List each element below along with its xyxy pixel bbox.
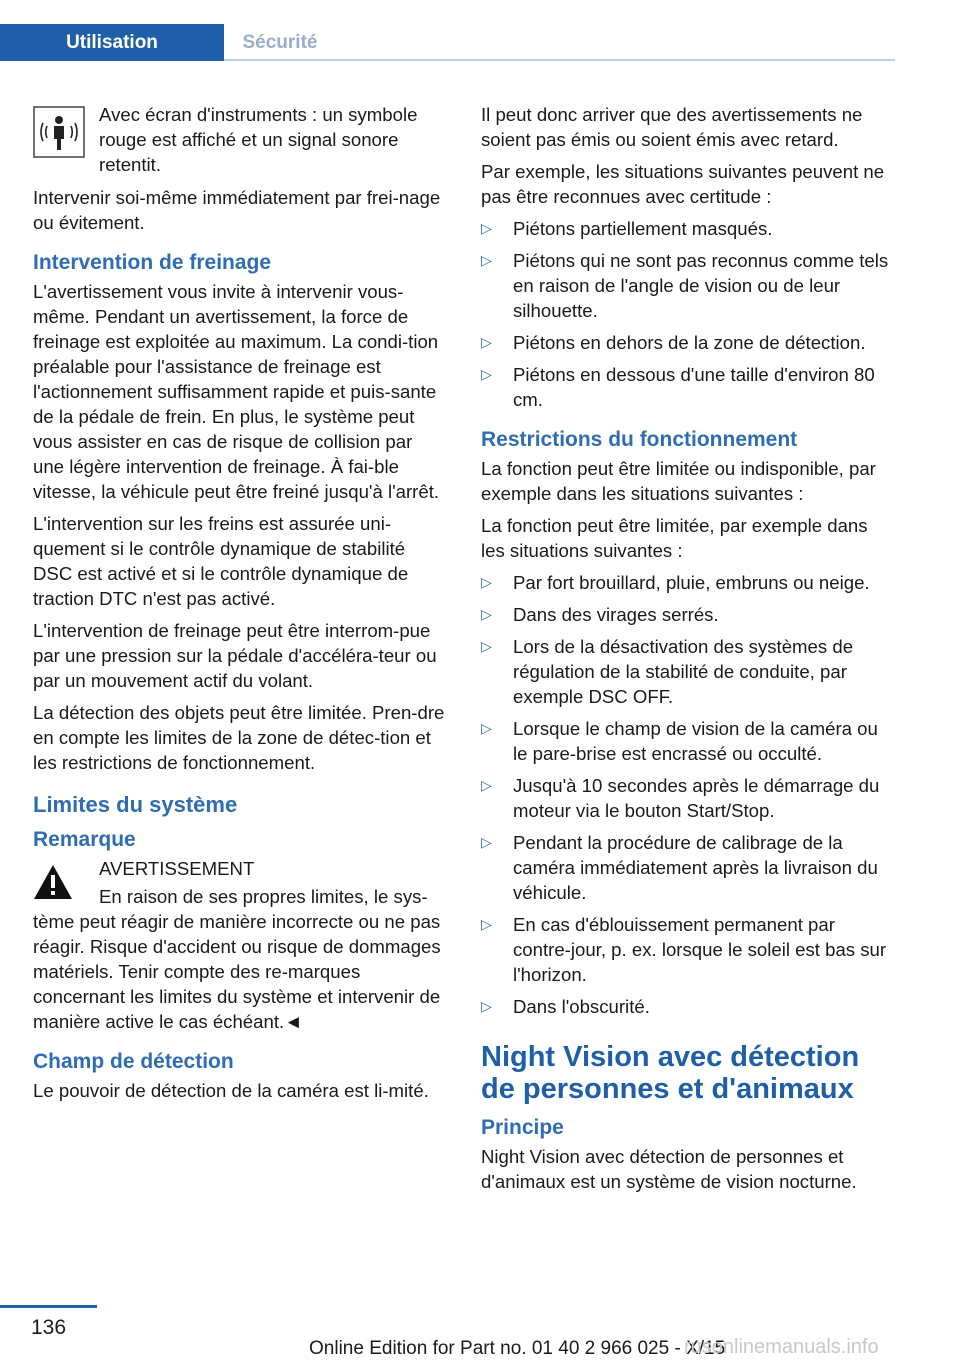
- header-bar: [0, 0, 895, 62]
- triangle-bullet-icon: ▷: [481, 998, 492, 1014]
- triangle-bullet-icon: ▷: [481, 834, 492, 850]
- list-item: ▷ Lors de la désactivation des systèmes de régulation de la stabilité de conduite, par exemple DSC OFF.: [481, 636, 854, 707]
- tab-utilisation[interactable]: Utilisation: [0, 24, 224, 61]
- heading-limites-systeme: Limites du système: [33, 792, 238, 817]
- warning-block: [33, 856, 448, 881]
- braking-paragraph-3: L'intervention de freinage peut être interrom-pue par une pression sur la pédale d'accéléra-teur ou par un mouvement actif du volant.: [33, 620, 437, 691]
- list-item: ▷ Lorsque le champ de vision de la caméra ou le pare-brise est encrassé ou occulté.: [481, 718, 878, 764]
- triangle-bullet-icon: ▷: [481, 334, 492, 350]
- heading-champ-detection: Champ de détection: [33, 1050, 234, 1073]
- edition-text: Online Edition for Part no. 01 40 2 966 025 - X/15: [309, 1338, 726, 1359]
- triangle-bullet-icon: ▷: [481, 252, 492, 268]
- list-item: ▷ Piétons en dessous d'une taille d'environ 80 cm.: [481, 364, 875, 410]
- list-item: ▷ Jusqu'à 10 secondes après le démarrage du moteur via le bouton Start/Stop.: [481, 775, 880, 821]
- list-item: ▷ Par fort brouillard, pluie, embruns ou neige.: [481, 572, 870, 593]
- heading-night-vision: Night Vision avec détection de personnes et d'animaux: [481, 1041, 860, 1105]
- intervene-paragraph: Intervenir soi-même immédiatement par frei-nage ou évitement.: [33, 187, 441, 233]
- heading-remarque: Remarque: [33, 828, 136, 851]
- braking-paragraph-4: La détection des objets peut être limitée. Pren-dre en compte les limites de la zone de détec-tion et les restrictions de fonctionnement.: [33, 702, 445, 773]
- triangle-bullet-icon: ▷: [481, 606, 492, 622]
- list-item: ▷ Piétons en dehors de la zone de détection.: [481, 332, 866, 353]
- restrictions-paragraph-2: La fonction peut être limitée, par exemple dans les situations suivantes :: [481, 515, 868, 561]
- warning-text: [33, 884, 448, 1034]
- pedestrian-list: [481, 216, 895, 412]
- heading-intervention-freinage: Intervention de freinage: [33, 251, 272, 274]
- triangle-bullet-icon: ▷: [481, 638, 492, 654]
- heading-principe: Principe: [481, 1116, 564, 1139]
- right-column: [481, 102, 895, 1201]
- heading-restrictions: Restrictions du fonctionnement: [481, 428, 798, 451]
- detection-paragraph: Le pouvoir de détection de la caméra est li-mité.: [33, 1080, 429, 1101]
- braking-paragraph-2: L'intervention sur les freins est assurée uni-quement si le contrôle dynamique de stabilité DSC est activé et si le contrôle dynamique de traction DTC n'est pas activé.: [33, 513, 409, 609]
- warning-title: AVERTISSEMENT: [99, 858, 255, 879]
- triangle-bullet-icon: ▷: [481, 916, 492, 932]
- page-number: 136: [30, 1316, 67, 1339]
- restrictions-list: [481, 570, 895, 1019]
- braking-paragraph-1: L'avertissement vous invite à intervenir vous-même. Pendant un avertissement, la force de freinage est exploitée au maximum. La condi-tion préalable pour l'assistance de freinage est l'actionnement suffisamment rapide et puis-sante de la pédale de frein. En plus, le système peut vous assister en cas de risque de collision par une légère intervention de freinage. À fai-ble vitesse, la véhicule peut être freiné jusqu'à l'arrêt.: [33, 281, 440, 502]
- triangle-bullet-icon: ▷: [481, 777, 492, 793]
- list-item: ▷ Piétons partiellement masqués.: [481, 218, 773, 239]
- footer-rule: [0, 1305, 97, 1308]
- watermark-site: rusonlinemanuals.info: [684, 1336, 879, 1358]
- list-item: ▷ Pendant la procédure de calibrage de la caméra immédiatement après la livraison du véhicule.: [481, 832, 878, 903]
- triangle-bullet-icon: ▷: [481, 720, 492, 736]
- header-divider: [224, 59, 895, 61]
- triangle-bullet-icon: ▷: [481, 574, 492, 590]
- warnings-delay-paragraph: Il peut donc arriver que des avertissements ne soient pas émis ou soient émis avec retard.: [481, 104, 863, 150]
- warning-triangle-icon: [33, 864, 73, 900]
- pedestrian-warning-icon: [33, 106, 85, 158]
- instrument-display-note: [33, 102, 448, 177]
- warning-body: En raison de ses propres limites, le sys-tème peut réagir de manière incorrecte ou ne pas réagir. Risque d'accident ou risque de dommages matériels. Tenir compte des re-marques concernant les limites du système et intervenir de manière active le cas échéant.◄: [33, 886, 441, 1032]
- instrument-display-text: Avec écran d'instruments : un symbole rouge est affiché et un signal sonore retentit.: [99, 104, 418, 175]
- principe-paragraph: Night Vision avec détection de personnes et d'animaux est un système de vision nocturne.: [481, 1146, 857, 1192]
- list-item: ▷ Dans des virages serrés.: [481, 604, 719, 625]
- list-item: ▷ Piétons qui ne sont pas reconnus comme tels en raison de l'angle de vision ou de leur silhouette.: [481, 250, 889, 321]
- list-item: ▷ En cas d'éblouissement permanent par contre-jour, p. ex. lorsque le soleil est bas sur l'horizon.: [481, 914, 887, 985]
- restrictions-paragraph-1: La fonction peut être limitée ou indisponible, par exemple dans les situations suivantes :: [481, 458, 876, 504]
- list-item: ▷ Dans l'obscurité.: [481, 996, 650, 1017]
- situations-intro: Par exemple, les situations suivantes peuvent ne pas être reconnues avec certitude :: [481, 161, 885, 207]
- triangle-bullet-icon: ▷: [481, 366, 492, 382]
- left-column: [33, 102, 448, 1110]
- tab-securite[interactable]: Sécurité: [242, 31, 318, 53]
- triangle-bullet-icon: ▷: [481, 220, 492, 236]
